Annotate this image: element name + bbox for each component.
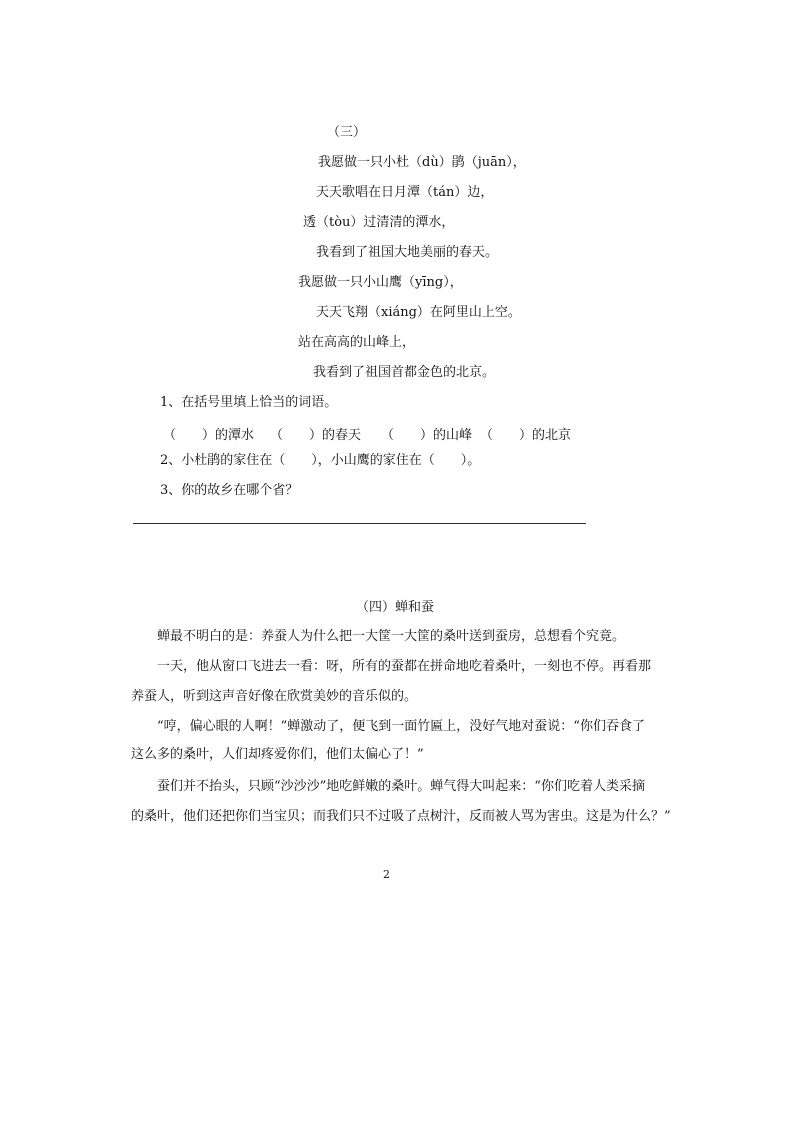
question-1: 1、在括号里填上恰当的词语。 [160, 395, 338, 410]
section-3-heading: （三） [327, 125, 367, 140]
question-2: 2、小杜鹃的家住在（ ），小山鹰的家住在（ ）。 [160, 453, 481, 468]
answer-line [133, 523, 586, 524]
poem-line-8: 我看到了祖国首都金色的北京。 [313, 365, 496, 380]
poem-line-4: 我看到了祖国大地美丽的春天。 [316, 245, 499, 260]
paragraph-2-line-2: 养蚕人，听到这声音好像在欣赏美妙的音乐似的。 [131, 689, 418, 704]
paragraph-2-line-1: 一天，他从窗口飞进去一看：呀，所有的蚕都在拼命地吃着桑叶，一刻也不停。再看那 [157, 659, 652, 674]
poem-line-2: 天天歌唱在日月潭（tán）边， [316, 185, 494, 200]
fill-blank-item: （ ）的潭水 [163, 428, 255, 443]
poem-line-7: 站在高高的山峰上， [298, 335, 416, 350]
fill-blank-item: （ ）的春天 [270, 428, 362, 443]
page-number: 2 [383, 868, 390, 881]
paragraph-4-line-2: 的桑叶，他们还把你们当宝贝；而我们只不过吸了点树汁，反而被人骂为害虫。这是为什么？” [131, 809, 671, 824]
question-3: 3、你的故乡在哪个省？ [160, 483, 299, 498]
poem-line-1: 我愿做一只小杜（dù）鹃（juān）， [318, 155, 526, 170]
poem-line-6: 天天飞翔（xiáng）在阿里山上空。 [316, 305, 521, 320]
poem-line-3: 透（tòu）过清清的潭水， [303, 215, 455, 230]
section-4-title: （四）蝉和蚕 [356, 600, 435, 615]
paragraph-3-line-1: “哼，偏心眼的人啊！”蝉激动了，便飞到一面竹匾上，没好气地对蚕说：“你们吞食了 [157, 719, 645, 734]
paragraph-4-line-1: 蚕们并不抬头，只顾“沙沙沙”地吃鲜嫩的桑叶。蝉气得大叫起来：“你们吃着人类采摘 [157, 779, 645, 794]
fill-blank-item: （ ）的山峰 [381, 428, 473, 443]
paragraph-3-line-2: 这么多的桑叶，人们却疼爱你们，他们太偏心了！” [131, 747, 424, 762]
paragraph-1: 蝉最不明白的是：养蚕人为什么把一大筐一大筐的桑叶送到蚕房，总想看个究竟。 [157, 629, 626, 644]
poem-line-5: 我愿做一只小山鹰（yīng）， [298, 275, 463, 290]
fill-blank-item: （ ）的北京 [480, 428, 572, 443]
